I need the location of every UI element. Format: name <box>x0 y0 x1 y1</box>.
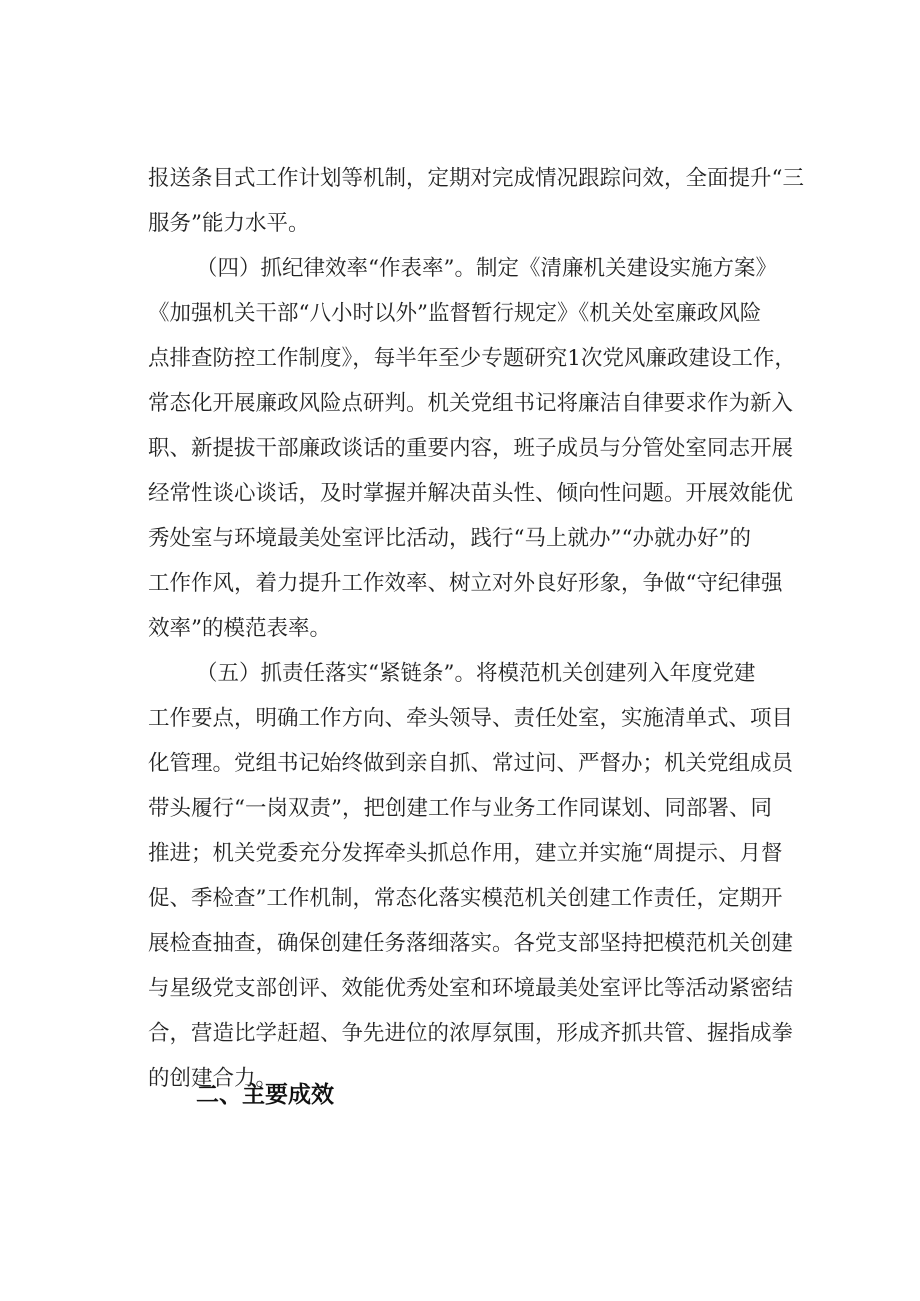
body-text-line: 工作要点，明确工作方向、牵头领导、责任处室，实施清单式、项目 <box>148 706 794 731</box>
body-text-line: 与星级党支部创评、效能优秀处室和环境最美处室评比等活动紧密结 <box>148 976 794 1001</box>
body-text-line: 经常性谈心谈话，及时掌握并解决苗头性、倾向性问题。开展效能优 <box>148 481 794 506</box>
body-text-line: 效率”的模范表率。 <box>148 616 331 641</box>
body-text-line: 职、新提拔干部廉政谈话的重要内容，班子成员与分管处室同志开展 <box>148 436 794 461</box>
body-text-line: 促、季检查”工作机制，常态化落实模范机关创建工作责任，定期开 <box>148 886 783 911</box>
body-text-line: 的创建合力。 <box>148 1066 278 1091</box>
body-text-line: 点排查防控工作制度》，每半年至少专题研究1次党风廉政建设工作， <box>148 346 796 371</box>
body-text-line: （四）抓纪律效率“作表率”。制定《清廉机关建设实施方案》 <box>196 256 777 281</box>
body-text-line: （五）抓责任落实“紧链条”。将模范机关创建列入年度党建 <box>196 661 756 686</box>
body-text-line: 工作作风，着力提升工作效率、树立对外良好形象，争做“守纪律强 <box>148 571 783 596</box>
section-heading: 二、主要成效 <box>196 1082 334 1108</box>
body-text-line: 展检查抽查，确保创建任务落细落实。各党支部坚持把模范机关创建 <box>148 931 794 956</box>
body-text-line: 合，营造比学赶超、争先进位的浓厚氛围，形成齐抓共管、握指成拳 <box>148 1021 794 1046</box>
body-text-line: 带头履行“一岗双责”，把创建工作与业务工作同谋划、同部署、同 <box>148 796 772 821</box>
body-text-line: 化管理。党组书记始终做到亲自抓、常过问、严督办；机关党组成员 <box>148 751 794 776</box>
body-text-line: 《加强机关干部“八小时以外”监督暂行规定》《机关处室廉政风险 <box>148 301 762 326</box>
body-text-line: 报送条目式工作计划等机制，定期对完成情况跟踪问效，全面提升“三 <box>148 166 804 191</box>
body-text-line: 服务”能力水平。 <box>148 211 310 236</box>
body-text-line: 推进；机关党委充分发挥牵头抓总作用，建立并实施“周提示、月督 <box>148 841 783 866</box>
body-text-line: 常态化开展廉政风险点研判。机关党组书记将廉洁自律要求作为新入 <box>148 391 794 416</box>
body-text-line: 秀处室与环境最美处室评比活动，践行“马上就办”“办就办好”的 <box>148 526 751 551</box>
